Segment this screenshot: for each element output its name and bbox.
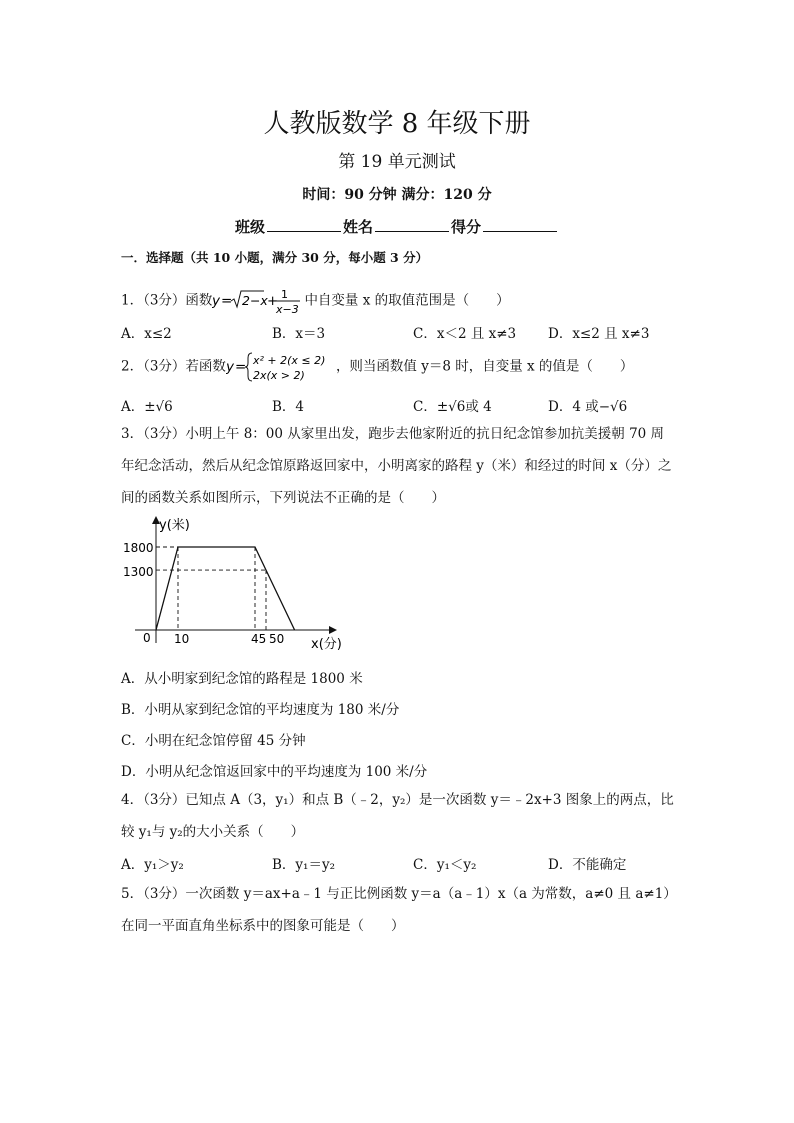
question-3-option-c[interactable]: C．小明在纪念馆停留 45 分钟 <box>121 733 306 749</box>
svg-text:2x(x > 2): 2x(x > 2) <box>252 369 305 382</box>
x-axis-arrow <box>329 626 337 634</box>
svg-text:1: 1 <box>281 288 289 301</box>
question-2-stem-start: 2．（3分）若函数 <box>121 358 226 375</box>
score-blank[interactable] <box>483 217 557 232</box>
svg-text:x² + 2(x ≤ 2): x² + 2(x ≤ 2) <box>252 354 326 367</box>
question-2-formula <box>226 350 336 384</box>
svg-text:y: y <box>212 293 221 309</box>
name-blank[interactable] <box>375 217 449 232</box>
question-1-stem-start: 1．（3分）函数 <box>121 292 213 309</box>
question-2-stem-end: ，则当函数值 y＝8 时，自变量 x 的值是（ ） <box>335 358 634 375</box>
name-label: 姓名 <box>342 218 373 236</box>
question-1-option-d[interactable]: D．x≤2 且 x≠3 <box>548 326 650 342</box>
score-label: 得分 <box>451 218 482 236</box>
piecewise-graphic <box>226 350 336 384</box>
formula-graphic <box>212 286 304 316</box>
svg-text:x−3: x−3 <box>276 303 300 316</box>
question-3-option-d[interactable]: D．小明从纪念馆返回家中的平均速度为 100 米/分 <box>121 764 428 780</box>
question-4-option-c[interactable]: C．y₁＜y₂ <box>413 857 477 873</box>
svg-text:+: + <box>267 293 279 309</box>
question-4-option-a[interactable]: A．y₁＞y₂ <box>121 857 184 873</box>
question-1-option-b[interactable]: B．x＝3 <box>272 326 326 342</box>
question-3-option-b[interactable]: B．小明从家到纪念馆的平均速度为 180 米/分 <box>121 702 400 718</box>
svg-text:=: = <box>234 359 247 375</box>
svg-text:=: = <box>221 293 233 309</box>
y-tick-1300: 1300 <box>123 565 154 579</box>
question-1-stem-end: 中自变量 x 的取值范围是（ ） <box>304 292 510 309</box>
question-2-option-d[interactable]: D．4 或−√6 <box>548 399 628 415</box>
page-title: 人教版数学 8 年级下册 <box>263 109 531 139</box>
question-1 <box>121 286 510 316</box>
question-1-option-c[interactable]: C．x＜2 且 x≠3 <box>413 326 517 342</box>
question-4-option-d[interactable]: D．不能确定 <box>548 857 627 873</box>
section-title: 一．选择题（共 10 小题，满分 30 分，每小题 3 分） <box>121 250 429 265</box>
question-4-stem: 4．（3分）已知点 A（3，y₁）和点 B（﹣2，y₂）是一次函数 y＝﹣2x+3 图象上的两点，比较 y₁与 y₂的大小关系（ ） <box>121 792 674 840</box>
y-axis-label: y(米) <box>159 518 190 533</box>
question-2-option-c[interactable]: C．±√6或 4 <box>413 399 492 415</box>
question-1-formula <box>212 286 304 316</box>
distance-line <box>156 547 295 630</box>
question-2-option-b[interactable]: B．4 <box>272 399 305 415</box>
class-blank[interactable] <box>267 217 341 232</box>
y-tick-1800: 1800 <box>123 541 154 555</box>
distance-time-graph <box>121 515 361 655</box>
question-2-option-a[interactable]: A．±√6 <box>121 399 173 415</box>
x-tick-45: 45 <box>251 632 267 646</box>
time-and-score-line: 时间：90 分钟 满分：120 分 <box>302 187 492 203</box>
svg-text:y: y <box>225 359 234 375</box>
question-2 <box>121 350 633 384</box>
question-3-stem: 3．（3分）小明上午 8：00 从家里出发，跑步去他家附近的抗日纪念馆参加抗美援朝 70 周年纪念活动，然后从纪念馆原路返回家中，小明离家的路程 y（米）和经过的时间 x（分）之间的函数关系如图所示，下列说法不正确的是（ ） <box>121 426 672 506</box>
x-tick-10: 10 <box>174 632 190 646</box>
question-5-stem: 5．（3分）一次函数 y＝ax+a﹣1 与正比例函数 y＝a（a﹣1）x（a 为常数，a≠0 且 a≠1）在同一平面直角坐标系中的图象可能是（ ） <box>121 886 671 934</box>
question-3-option-a[interactable]: A．从小明家到纪念馆的路程是 1800 米 <box>121 671 363 687</box>
x-tick-50: 50 <box>269 632 285 646</box>
origin-label: 0 <box>143 631 151 645</box>
x-axis-label: x(分) <box>311 637 342 652</box>
student-info-bar <box>0 216 794 237</box>
svg-text:2−x: 2−x <box>242 293 269 308</box>
class-label: 班级 <box>234 218 265 236</box>
page-subtitle: 第 19 单元测试 <box>338 152 456 172</box>
question-1-option-a[interactable]: A．x≤2 <box>121 326 172 342</box>
question-4-option-b[interactable]: B．y₁＝y₂ <box>272 857 335 873</box>
